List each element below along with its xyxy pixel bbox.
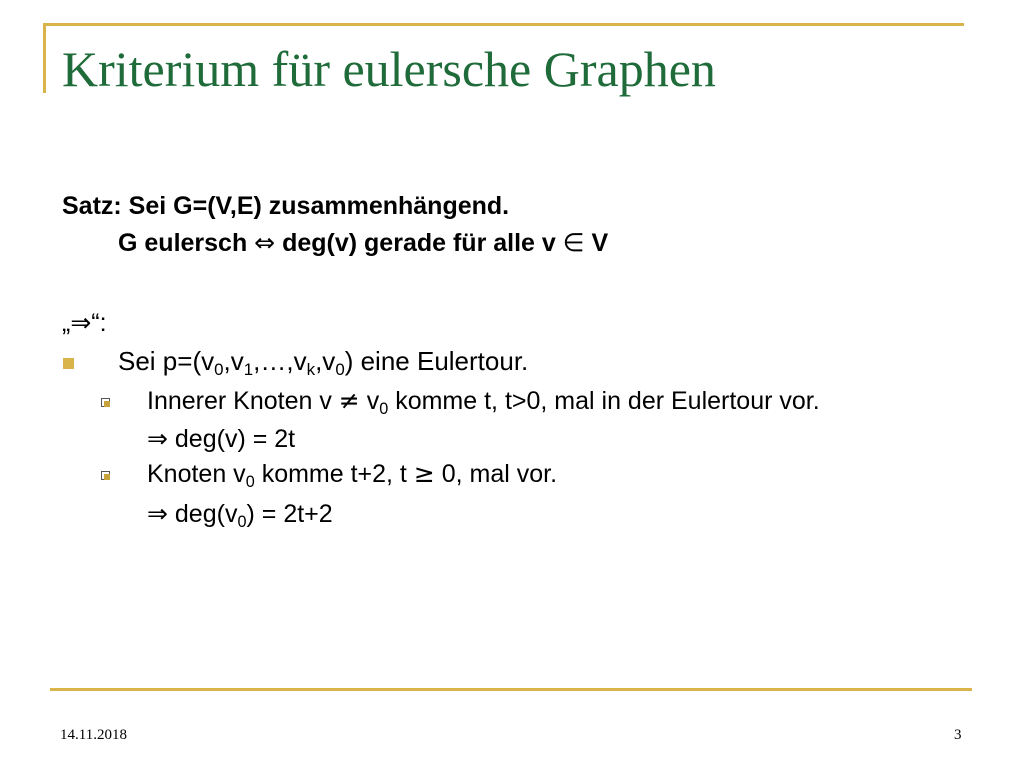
bullet1-suffix: ) eine Eulertour. [344,346,529,376]
sub-bullet-start-node [147,459,557,489]
proof-direction [62,308,107,338]
bullet-eulertour [118,346,529,380]
iff-symbol: ⇔ [254,228,276,257]
page-number: 3 [954,727,962,743]
bullet1-prefix: Sei p [118,346,178,376]
sub2-sub: 0 [245,472,255,491]
sub-bullet-start-result [147,499,333,529]
footer-date: 14.11.2018 [60,727,127,743]
sub-bullet-inner-result [147,424,295,454]
not-equal-symbol: ≠ [338,386,360,415]
bullet1-c2: ,v [315,346,336,376]
implies-symbol: ⇒ [147,424,168,453]
bullet1-eq: = [177,346,193,376]
open-quote: „ [62,309,71,337]
hollow-square-bullet-icon [101,471,110,480]
sub2-res-sub: 0 [237,512,247,531]
sub2-text-b: komme t+2, t [261,460,407,488]
sub1-text-a: Innerer Knoten v [147,387,332,415]
theorem-set: V [591,229,609,257]
slide-title: Kriterium für eulersche Graphen [62,41,716,97]
sub1-sub: 0 [379,399,389,418]
sub2-res-a: deg(v [174,500,238,528]
geq-symbol: ≥ [413,459,435,488]
bullet1-sub1: 1 [243,360,254,380]
square-bullet-icon [63,358,74,369]
bullet1-open: (v [192,346,215,376]
implies-symbol: ⇒ [147,499,168,528]
element-of-symbol: ∈ [562,228,585,257]
close-quote: “: [91,309,107,337]
theorem-right: deg(v) gerade für alle v [282,229,556,257]
bullet1-c1: ,v [223,346,244,376]
sub1-text-b: komme t, t>0, mal in der Eulertour vor. [395,387,820,415]
hollow-square-bullet-icon [101,398,110,407]
sub2-text-c: 0, mal vor. [441,460,558,488]
sub1-v: v [366,387,380,415]
bullet1-sub0b: 0 [335,360,345,380]
bullet1-dots: ,…, [253,346,294,376]
sub2-text-a: Knoten v [147,460,246,488]
theorem-label: Satz: Sei G=(V,E) zusammenhängend. [62,192,510,220]
bullet1-vk: v [293,346,307,376]
implies-symbol: ⇒ [70,308,92,337]
sub2-res-b: ) = 2t+2 [246,500,333,528]
theorem-left: G eulersch [118,229,248,257]
sub1-result: deg(v) = 2t [174,425,296,453]
title-frame-top-rule [43,23,964,26]
sub-bullet-inner-node [147,386,820,416]
bullet1-subk: k [306,360,316,380]
theorem-statement [118,228,608,258]
bullet1-sub0: 0 [214,360,224,380]
footer-rule [50,688,972,691]
title-frame-left-rule [43,23,46,93]
